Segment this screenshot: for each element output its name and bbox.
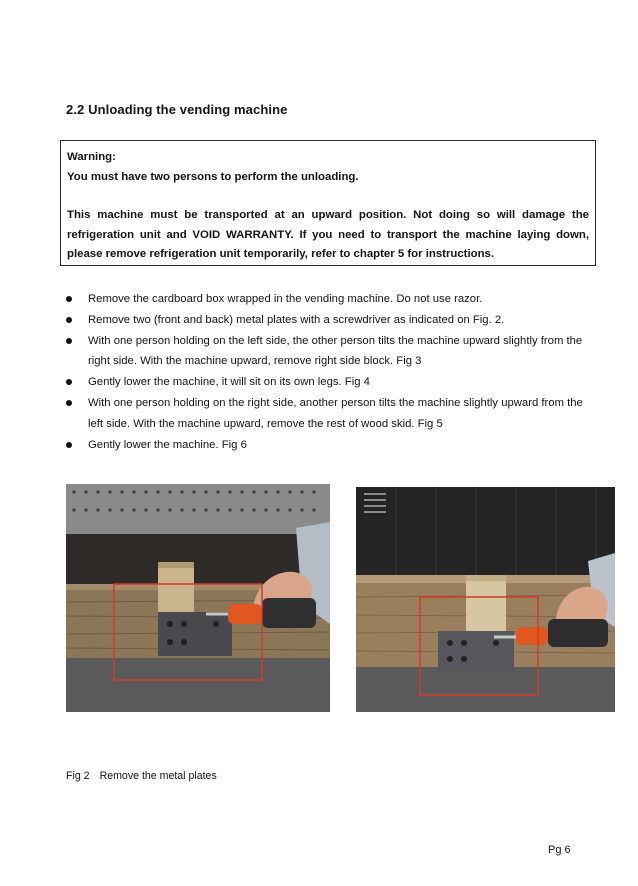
bullet-icon (66, 442, 72, 448)
list-item: Gently lower the machine. Fig 6 (66, 435, 596, 456)
page-number: Pg 6 (548, 844, 571, 856)
section-heading (66, 102, 287, 117)
bullet-icon (66, 296, 72, 302)
bullet-icon (66, 379, 72, 385)
bullet-icon (66, 317, 72, 323)
bullet-icon (66, 338, 72, 344)
list-item: Gently lower the machine, it will sit on its own legs. Fig 4 (66, 372, 596, 393)
warning-line-persons: You must have two persons to perform the unloading. (67, 170, 359, 183)
warning-box (60, 140, 596, 266)
warning-line-transport: This machine must be transported at an upward position. Not doing so will damage the (67, 209, 589, 221)
photo-front-metal-plate (66, 484, 330, 712)
figure-caption (66, 770, 217, 782)
list-item: With one person holding on the right side, another person tilts the machine slightly upward from the left side. With the machine upward, remove the rest of wood skid. Fig 5 (66, 393, 596, 435)
section-number: 2.2 (66, 102, 85, 117)
warning-line-warranty: refrigeration unit and VOID WARRANTY. If you need to transport the machine laying down, (67, 228, 589, 241)
section-title: Unloading the vending machine (88, 102, 288, 117)
unloading-steps-list (66, 289, 596, 455)
list-item: Remove the cardboard box wrapped in the vending machine. Do not use razor. (66, 289, 596, 310)
warning-label: Warning: (67, 151, 116, 163)
list-item: Remove two (front and back) metal plates with a screwdriver as indicated on Fig. 2. (66, 310, 596, 331)
bullet-icon (66, 400, 72, 406)
warning-line-refrigeration: please remove refrigeration unit temporarily, refer to chapter 5 for instructions. (67, 248, 495, 260)
figure-label: Fig 2 (66, 770, 90, 782)
photo-back-metal-plate (356, 487, 615, 712)
list-item: With one person holding on the left side, the other person tilts the machine upward slightly from the right side. With the machine upward, remove right side block. Fig 3 (66, 331, 596, 373)
figure-caption-text: Remove the metal plates (99, 770, 217, 782)
